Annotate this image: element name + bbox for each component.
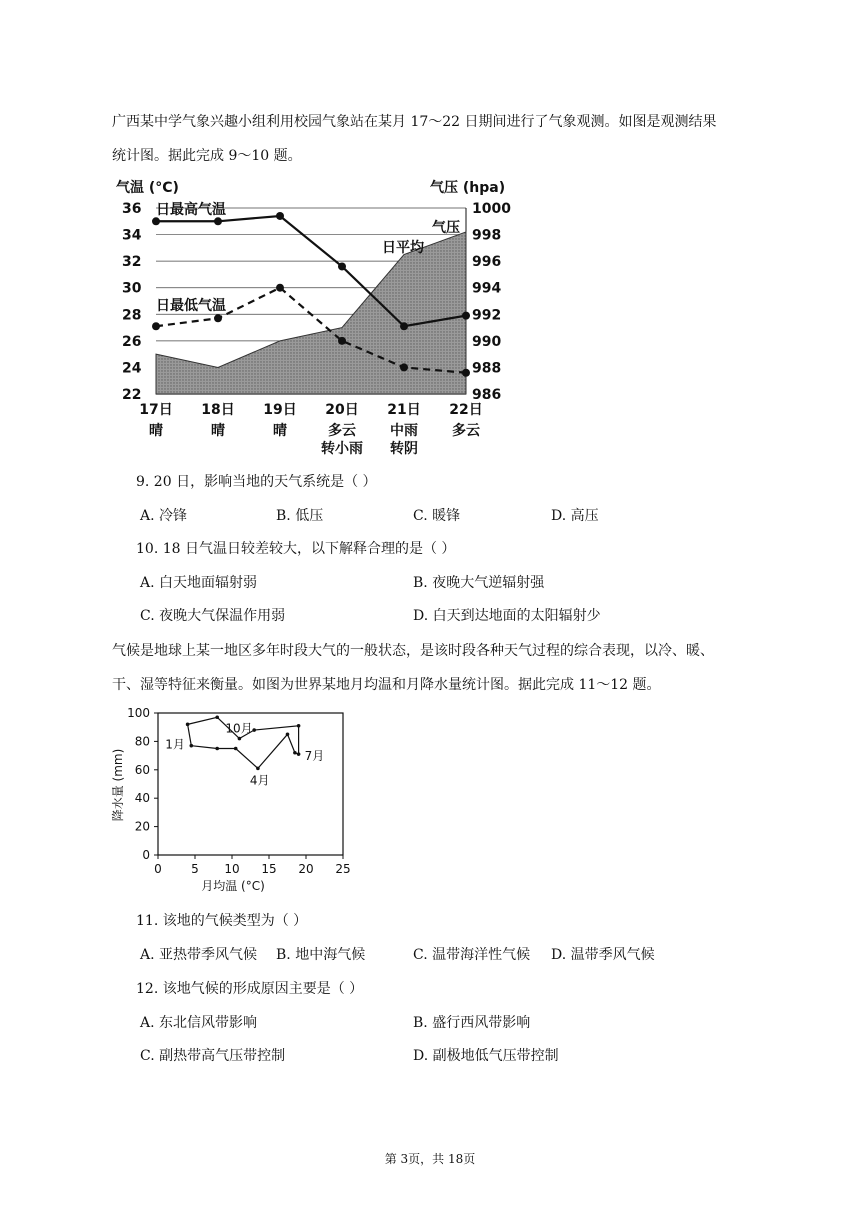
- chart2-month-annotation: 1月: [165, 737, 185, 752]
- chart2-x-tick-label: 5: [191, 862, 199, 876]
- chart1-category-label: 21日: [387, 402, 421, 418]
- chart1-right-tick-label: 988: [472, 360, 502, 377]
- chart1-category-label: 17日: [139, 402, 173, 418]
- intro2-line1: 气候是地球上某一地区多年时段大气的一般状态，是该时段各种天气过程的综合表现，以冷、暖、: [112, 643, 714, 659]
- chart1-right-tick-label: 998: [472, 227, 502, 244]
- chart1-series-label-min: 日最低气温: [156, 298, 226, 314]
- chart1-left-tick-label: 30: [122, 280, 142, 297]
- chart2-x-tick-label: 10: [224, 862, 240, 876]
- chart1-weather-label: 转小雨: [321, 441, 363, 457]
- chart2-month-point: [190, 744, 194, 748]
- chart1-weather-label: 多云: [328, 423, 356, 439]
- chart1-point: [338, 262, 346, 270]
- chart2-month-point: [238, 737, 242, 741]
- q10-option-a[interactable]: A. 白天地面辐射弱: [140, 575, 258, 591]
- chart1-category-label: 18日: [201, 402, 235, 418]
- chart2-y-tick-label: 100: [127, 706, 150, 720]
- intro1-line1: 广西某中学气象兴趣小组利用校园气象站在某月 17～22 日期间进行了气象观测。如图是观测结果: [112, 114, 717, 130]
- chart1-point: [462, 369, 470, 377]
- q9-option-d[interactable]: D. 高压: [551, 508, 599, 524]
- chart1-left-tick-label: 22: [122, 387, 142, 403]
- q9-option-b[interactable]: B. 低压: [276, 508, 324, 524]
- page-footer: 第 3页，共 18页: [384, 1152, 476, 1166]
- chart2-month-point: [186, 723, 190, 727]
- q10-option-b[interactable]: B. 夜晚大气逆辐射强: [413, 575, 545, 591]
- chart1-point: [214, 217, 222, 225]
- chart1-point: [338, 337, 346, 345]
- chart2-month-point: [234, 747, 238, 751]
- chart1-series-label-pressure: 日平均: [382, 240, 424, 256]
- chart1-left-tick-label: 24: [122, 360, 142, 377]
- chart2-month-point: [297, 752, 301, 756]
- chart1-weather-label: 转阴: [390, 441, 418, 457]
- q11-option-b[interactable]: B. 地中海气候: [276, 947, 366, 963]
- q9-option-a[interactable]: A. 冷锋: [140, 508, 188, 524]
- chart1-point: [152, 322, 160, 330]
- chart1-point: [462, 312, 470, 320]
- q12-option-d[interactable]: D. 副极地低气压带控制: [413, 1048, 559, 1064]
- q9-stem: 9. 20 日，影响当地的天气系统是（ ）: [136, 474, 377, 490]
- chart1-weather-label: 晴: [211, 423, 225, 439]
- chart2-month-point: [256, 767, 260, 771]
- chart1-right-axis-title: 气压 (hpa): [430, 180, 506, 196]
- chart2-y-tick-label: 60: [134, 762, 150, 777]
- chart2-y-tick-label: 20: [134, 819, 150, 834]
- chart2-month-annotation: 7月: [304, 749, 325, 764]
- chart2-month-point: [215, 715, 219, 719]
- chart1-left-axis-title: 气温 (°C): [116, 180, 179, 196]
- chart1-point: [276, 212, 284, 220]
- chart2-month-annotation: 4月: [249, 773, 270, 788]
- chart1-category-label: 19日: [263, 402, 297, 418]
- chart1-left-tick-label: 26: [122, 333, 142, 350]
- chart2-y-axis-title: 降水量 (mm): [111, 748, 125, 822]
- q10-option-d[interactable]: D. 白天到达地面的太阳辐射少: [413, 608, 601, 624]
- chart1-weather-label: 晴: [149, 423, 163, 439]
- chart2-month-annotation: 10月: [225, 721, 253, 736]
- chart2-month-point: [252, 728, 256, 732]
- q12-option-b[interactable]: B. 盛行西风带影响: [413, 1015, 531, 1031]
- chart2-x-tick-label: 15: [261, 862, 277, 876]
- chart1-point: [214, 314, 222, 322]
- chart1-point: [276, 284, 284, 292]
- chart1-left-tick-label: 34: [122, 227, 142, 244]
- intro2-line2: 干、湿等特征来衡量。如图为世界某地月均温和月降水量统计图。据此完成 11～12 题。: [112, 677, 661, 693]
- chart2-month-point: [293, 751, 297, 755]
- chart2-x-axis-title: 月均温 (°C): [201, 879, 265, 893]
- chart1-right-tick-label: 992: [472, 307, 502, 324]
- chart1-weather-label: 晴: [273, 423, 287, 439]
- chart1-category-label: 22日: [449, 402, 483, 418]
- chart1-right-tick-label: 1000: [472, 201, 511, 217]
- q12-stem: 12. 该地气候的形成原因主要是（ ）: [136, 981, 364, 997]
- chart1-left-tick-label: 36: [122, 201, 142, 217]
- q11-stem: 11. 该地的气候类型为（ ）: [136, 913, 308, 929]
- chart1-point: [152, 217, 160, 225]
- q10-stem: 10. 18 日气温日较差较大，以下解释合理的是（ ）: [136, 541, 456, 557]
- chart2-month-point: [286, 733, 290, 737]
- chart2-x-tick-label: 25: [335, 862, 351, 876]
- intro1-line2: 统计图。据此完成 9～10 题。: [112, 148, 302, 164]
- chart1-right-tick-label: 986: [472, 387, 502, 403]
- chart1-weather-observation: [110, 178, 530, 457]
- chart1-category-label: 20日: [325, 402, 359, 418]
- q11-option-c[interactable]: C. 温带海洋性气候: [413, 947, 531, 963]
- chart1-right-tick-label: 990: [472, 333, 502, 350]
- q12-option-a[interactable]: A. 东北信风带影响: [140, 1015, 258, 1031]
- chart2-y-tick-label: 0: [142, 848, 150, 862]
- q12-option-c[interactable]: C. 副热带高气压带控制: [140, 1048, 286, 1064]
- q9-option-c[interactable]: C. 暖锋: [413, 508, 461, 524]
- chart2-y-tick-label: 80: [134, 734, 150, 749]
- chart2-month-point: [297, 724, 301, 728]
- chart1-point: [400, 322, 408, 330]
- chart1-svg: [110, 178, 530, 457]
- chart1-left-tick-label: 32: [122, 254, 142, 271]
- chart2-climate-graph: [108, 705, 368, 895]
- chart1-point: [400, 363, 408, 371]
- chart1-left-tick-label: 28: [122, 307, 142, 324]
- chart1-series-label-pressure-suffix: 气压: [432, 220, 460, 236]
- chart1-series-label-max: 日最高气温: [156, 202, 226, 218]
- q10-option-c[interactable]: C. 夜晚大气保温作用弱: [140, 608, 286, 624]
- chart1-weather-label: 多云: [452, 423, 480, 439]
- chart2-month-point: [215, 747, 219, 751]
- chart2-x-tick-label: 0: [154, 862, 162, 876]
- chart1-weather-label: 中雨: [390, 423, 418, 439]
- q11-option-a[interactable]: A. 亚热带季风气候: [140, 947, 258, 963]
- chart2-svg: [108, 705, 368, 895]
- chart1-right-tick-label: 994: [472, 280, 502, 297]
- q11-option-d[interactable]: D. 温带季风气候: [551, 947, 655, 963]
- chart2-y-tick-label: 40: [134, 791, 150, 806]
- chart2-x-tick-label: 20: [298, 862, 314, 876]
- chart1-right-tick-label: 996: [472, 254, 502, 271]
